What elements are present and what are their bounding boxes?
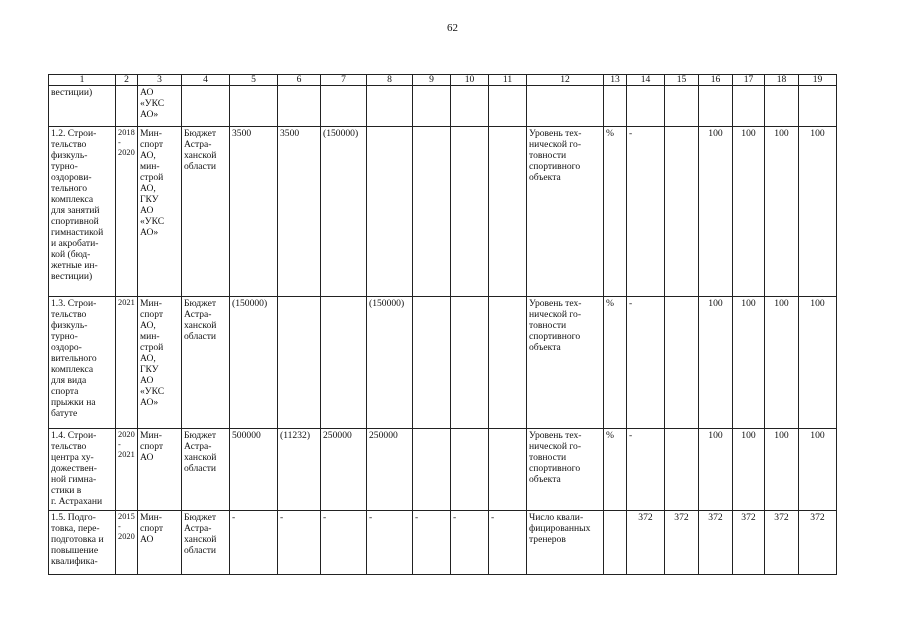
indicator-cell: Уровень тех- нической го- товности спортивного объекта	[527, 297, 604, 429]
value-cell: 372	[627, 511, 665, 575]
funding-source-cell: Бюджет Астра- ханской области	[182, 297, 230, 429]
column-header: 6	[278, 75, 321, 86]
value-cell	[451, 86, 489, 127]
value-cell: 100	[765, 429, 799, 511]
value-cell: (150000)	[230, 297, 278, 429]
value-cell	[413, 127, 451, 297]
executor-cell: АО «УКС АО»	[138, 86, 182, 127]
value-cell: (150000)	[321, 127, 367, 297]
unit-cell	[604, 86, 627, 127]
years-cell	[116, 86, 138, 127]
column-header: 16	[699, 75, 733, 86]
table-row	[49, 297, 837, 429]
measure-name-cell: 1.4. Строи- тельство центра ху- дожествен- ной гимна- стики в г. Астрахани	[49, 429, 116, 511]
value-cell	[733, 86, 765, 127]
value-cell: -	[627, 429, 665, 511]
measure-name-cell: 1.3. Строи- тельство физкуль- турно- оздоро- вительного комплекса для вида спорта прыжки на батуте	[49, 297, 116, 429]
value-cell: (150000)	[367, 297, 413, 429]
column-header: 10	[451, 75, 489, 86]
value-cell	[451, 429, 489, 511]
column-header: 12	[527, 75, 604, 86]
value-cell: 100	[699, 429, 733, 511]
value-cell: 250000	[321, 429, 367, 511]
executor-cell: Мин- спорт АО	[138, 429, 182, 511]
measure-name-cell: 1.5. Подго- товка, пере- подготовка и повышение квалифика-	[49, 511, 116, 575]
value-cell	[665, 86, 699, 127]
value-cell	[230, 86, 278, 127]
value-cell: 100	[799, 127, 837, 297]
table-row	[49, 511, 837, 575]
value-cell	[627, 86, 665, 127]
column-header: 8	[367, 75, 413, 86]
executor-cell: Мин- спорт АО, мин- строй АО, ГКУ АО «УКС АО»	[138, 297, 182, 429]
unit-cell	[604, 511, 627, 575]
value-cell	[489, 429, 527, 511]
column-header: 13	[604, 75, 627, 86]
indicator-cell	[527, 86, 604, 127]
value-cell	[367, 127, 413, 297]
program-table	[48, 74, 837, 575]
value-cell: (11232)	[278, 429, 321, 511]
column-header: 9	[413, 75, 451, 86]
value-cell: 100	[699, 127, 733, 297]
value-cell: 3500	[278, 127, 321, 297]
column-header: 2	[116, 75, 138, 86]
header-row	[49, 75, 837, 86]
indicator-cell: Уровень тех- нической го- товности спортивного объекта	[527, 127, 604, 297]
unit-cell: %	[604, 127, 627, 297]
table-row	[49, 86, 837, 127]
funding-source-cell: Бюджет Астра- ханской области	[182, 511, 230, 575]
column-header: 11	[489, 75, 527, 86]
indicator-cell: Число квали- фицированных тренеров	[527, 511, 604, 575]
column-header: 3	[138, 75, 182, 86]
column-header: 19	[799, 75, 837, 86]
value-cell	[413, 429, 451, 511]
years-cell: 2020- 2021	[116, 429, 138, 511]
column-header: 18	[765, 75, 799, 86]
indicator-cell: Уровень тех- нической го- товности спортивного объекта	[527, 429, 604, 511]
column-header: 7	[321, 75, 367, 86]
measure-name-cell: вестиции)	[49, 86, 116, 127]
value-cell	[367, 86, 413, 127]
value-cell	[699, 86, 733, 127]
value-cell	[489, 86, 527, 127]
value-cell: 100	[733, 127, 765, 297]
column-header: 14	[627, 75, 665, 86]
value-cell: 100	[733, 429, 765, 511]
funding-source-cell: Бюджет Астра- ханской области	[182, 429, 230, 511]
value-cell: 100	[765, 127, 799, 297]
value-cell: -	[321, 511, 367, 575]
years-cell: 2021	[116, 297, 138, 429]
value-cell: 372	[799, 511, 837, 575]
value-cell: -	[627, 127, 665, 297]
executor-cell: Мин- спорт АО, мин- строй АО, ГКУ АО «УКС АО»	[138, 127, 182, 297]
value-cell	[451, 127, 489, 297]
value-cell	[278, 86, 321, 127]
value-cell: 100	[733, 297, 765, 429]
page-number: 62	[447, 22, 458, 34]
value-cell	[489, 297, 527, 429]
value-cell: -	[489, 511, 527, 575]
years-cell: 2015- 2020	[116, 511, 138, 575]
value-cell	[489, 127, 527, 297]
value-cell	[765, 86, 799, 127]
value-cell	[413, 86, 451, 127]
column-header: 1	[49, 75, 116, 86]
table-row	[49, 127, 837, 297]
value-cell: -	[413, 511, 451, 575]
funding-source-cell	[182, 86, 230, 127]
value-cell: 100	[699, 297, 733, 429]
value-cell: -	[627, 297, 665, 429]
column-header: 17	[733, 75, 765, 86]
value-cell: -	[367, 511, 413, 575]
table-row	[49, 429, 837, 511]
value-cell	[665, 297, 699, 429]
value-cell: 100	[799, 429, 837, 511]
value-cell: 372	[665, 511, 699, 575]
value-cell	[799, 86, 837, 127]
value-cell	[321, 297, 367, 429]
value-cell: -	[230, 511, 278, 575]
value-cell: -	[451, 511, 489, 575]
value-cell: 250000	[367, 429, 413, 511]
executor-cell: Мин- спорт АО	[138, 511, 182, 575]
column-header: 15	[665, 75, 699, 86]
value-cell	[451, 297, 489, 429]
years-cell: 2018- 2020	[116, 127, 138, 297]
value-cell	[321, 86, 367, 127]
value-cell: 372	[765, 511, 799, 575]
value-cell	[413, 297, 451, 429]
funding-source-cell: Бюджет Астра- ханской области	[182, 127, 230, 297]
value-cell: 372	[733, 511, 765, 575]
unit-cell: %	[604, 297, 627, 429]
column-header: 5	[230, 75, 278, 86]
value-cell: 100	[799, 297, 837, 429]
value-cell	[665, 127, 699, 297]
value-cell: 372	[699, 511, 733, 575]
value-cell: 3500	[230, 127, 278, 297]
measure-name-cell: 1.2. Строи- тельство физкуль- турно- оздорови- тельного комплекса для занятий спортивной гимнастикой и акробати- кой (бюд- жетные ин- вестиции)	[49, 127, 116, 297]
value-cell	[665, 429, 699, 511]
value-cell: -	[278, 511, 321, 575]
column-header: 4	[182, 75, 230, 86]
unit-cell: %	[604, 429, 627, 511]
value-cell: 100	[765, 297, 799, 429]
value-cell	[278, 297, 321, 429]
value-cell: 500000	[230, 429, 278, 511]
